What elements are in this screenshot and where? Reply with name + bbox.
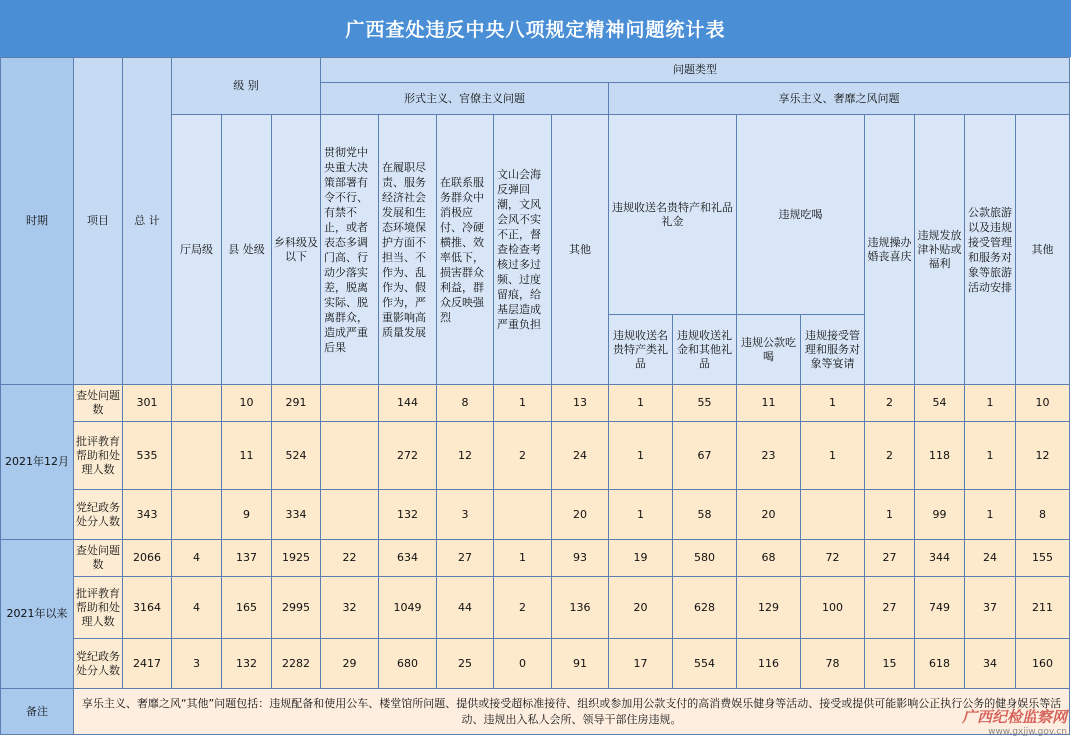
header-gift-1: 违规收送名贵特产类礼品 bbox=[609, 315, 673, 385]
row-item-label: 查处问题数 bbox=[74, 385, 123, 422]
data-cell: 2417 bbox=[123, 639, 172, 689]
data-cell: 54 bbox=[915, 385, 965, 422]
data-cell: 155 bbox=[1016, 540, 1070, 577]
data-cell: 37 bbox=[965, 577, 1016, 639]
data-cell: 3 bbox=[437, 490, 494, 540]
header-formalism-2: 在履职尽责、服务经济社会发展和生态环境保护方面不担当、不作为、乱作为、假作为，严重影响高质量发展 bbox=[379, 115, 437, 385]
data-cell: 3 bbox=[172, 639, 222, 689]
header-formalism-4: 文山会海反弹回潮，文风会风不实不正，督查检查考核过多过频、过度留痕，给基层造成严重负担 bbox=[494, 115, 552, 385]
data-cell: 1925 bbox=[272, 540, 321, 577]
data-cell: 100 bbox=[801, 577, 865, 639]
data-cell: 1 bbox=[965, 385, 1016, 422]
table-row bbox=[1, 577, 1070, 639]
data-cell: 344 bbox=[915, 540, 965, 577]
data-cell: 118 bbox=[915, 422, 965, 490]
data-cell: 343 bbox=[123, 490, 172, 540]
data-cell: 24 bbox=[965, 540, 1016, 577]
header-eat: 违规吃喝 bbox=[737, 115, 865, 315]
data-cell: 34 bbox=[965, 639, 1016, 689]
data-cell: 132 bbox=[379, 490, 437, 540]
data-cell: 211 bbox=[1016, 577, 1070, 639]
data-cell: 2 bbox=[494, 422, 552, 490]
row-item-label: 党纪政务处分人数 bbox=[74, 639, 123, 689]
data-cell: 8 bbox=[1016, 490, 1070, 540]
data-cell bbox=[172, 385, 222, 422]
data-cell: 1 bbox=[801, 422, 865, 490]
data-cell bbox=[321, 490, 379, 540]
watermark-logo-text: 广西纪检监察网 bbox=[961, 708, 1067, 726]
data-cell: 11 bbox=[222, 422, 272, 490]
header-level-xian: 县 处级 bbox=[222, 115, 272, 385]
header-eat-1: 违规公款吃喝 bbox=[737, 315, 801, 385]
data-cell: 524 bbox=[272, 422, 321, 490]
data-cell: 144 bbox=[379, 385, 437, 422]
data-cell bbox=[321, 385, 379, 422]
data-cell: 10 bbox=[222, 385, 272, 422]
data-cell: 12 bbox=[437, 422, 494, 490]
data-cell: 99 bbox=[915, 490, 965, 540]
data-cell: 2066 bbox=[123, 540, 172, 577]
data-cell: 20 bbox=[552, 490, 609, 540]
data-cell: 628 bbox=[673, 577, 737, 639]
header-formalism-other: 其他 bbox=[552, 115, 609, 385]
header-item: 项目 bbox=[74, 58, 123, 385]
data-cell: 301 bbox=[123, 385, 172, 422]
data-cell: 1 bbox=[965, 490, 1016, 540]
header-formalism-1: 贯彻党中央重大决策部署有令不行、有禁不止，或者表态多调门高、行动少落实差，脱离实际、脱离群众，造成严重后果 bbox=[321, 115, 379, 385]
header-hedonism: 享乐主义、奢靡之风问题 bbox=[609, 83, 1070, 115]
table-row bbox=[1, 385, 1070, 422]
statistics-table bbox=[0, 57, 1070, 735]
data-cell: 29 bbox=[321, 639, 379, 689]
data-cell: 291 bbox=[272, 385, 321, 422]
data-cell: 20 bbox=[737, 490, 801, 540]
data-cell: 68 bbox=[737, 540, 801, 577]
data-cell: 20 bbox=[609, 577, 673, 639]
data-cell: 618 bbox=[915, 639, 965, 689]
data-cell: 17 bbox=[609, 639, 673, 689]
data-cell: 9 bbox=[222, 490, 272, 540]
data-cell: 67 bbox=[673, 422, 737, 490]
header-level-xiang: 乡科级及以下 bbox=[272, 115, 321, 385]
data-cell: 78 bbox=[801, 639, 865, 689]
watermark bbox=[962, 706, 1067, 737]
data-cell: 129 bbox=[737, 577, 801, 639]
row-item-label: 批评教育帮助和处理人数 bbox=[74, 577, 123, 639]
row-item-label: 党纪政务处分人数 bbox=[74, 490, 123, 540]
data-cell: 11 bbox=[737, 385, 801, 422]
header-formalism-3: 在联系服务群众中消极应付、冷硬横推、效率低下，损害群众利益，群众反映强烈 bbox=[437, 115, 494, 385]
data-cell: 55 bbox=[673, 385, 737, 422]
data-cell: 1 bbox=[609, 490, 673, 540]
data-cell: 1 bbox=[609, 422, 673, 490]
data-cell: 1 bbox=[801, 385, 865, 422]
data-cell: 19 bbox=[609, 540, 673, 577]
period-label: 2021年12月 bbox=[1, 385, 74, 540]
data-cell: 4 bbox=[172, 540, 222, 577]
data-cell: 23 bbox=[737, 422, 801, 490]
data-cell bbox=[172, 422, 222, 490]
header-eat-2: 违规接受管理和服务对象等宴请 bbox=[801, 315, 865, 385]
header-hedonism-other: 其他 bbox=[1016, 115, 1070, 385]
header-problem-type: 问题类型 bbox=[321, 58, 1070, 83]
table-title: 广西查处违反中央八项规定精神问题统计表 bbox=[0, 0, 1071, 57]
data-cell: 25 bbox=[437, 639, 494, 689]
data-cell: 58 bbox=[673, 490, 737, 540]
header-level-ting: 厅局级 bbox=[172, 115, 222, 385]
data-cell: 136 bbox=[552, 577, 609, 639]
header-gift-2: 违规收送礼金和其他礼品 bbox=[673, 315, 737, 385]
data-cell: 1 bbox=[494, 385, 552, 422]
data-cell: 32 bbox=[321, 577, 379, 639]
data-cell: 272 bbox=[379, 422, 437, 490]
header-period: 时期 bbox=[1, 58, 74, 385]
table-row bbox=[1, 490, 1070, 540]
watermark-url: www.gxjjw.gov.cn bbox=[988, 727, 1067, 737]
header-total: 总 计 bbox=[123, 58, 172, 385]
data-cell bbox=[801, 490, 865, 540]
data-cell: 634 bbox=[379, 540, 437, 577]
data-cell: 8 bbox=[437, 385, 494, 422]
period-label: 2021年以来 bbox=[1, 540, 74, 689]
data-cell: 116 bbox=[737, 639, 801, 689]
header-gift: 违规收送名贵特产和礼品礼金 bbox=[609, 115, 737, 315]
data-cell: 1 bbox=[494, 540, 552, 577]
header-level: 级 别 bbox=[172, 58, 321, 115]
data-cell: 1 bbox=[609, 385, 673, 422]
data-cell: 22 bbox=[321, 540, 379, 577]
data-cell: 12 bbox=[1016, 422, 1070, 490]
header-travel: 公款旅游以及违规接受管理和服务对象等旅游活动安排 bbox=[965, 115, 1016, 385]
data-cell: 535 bbox=[123, 422, 172, 490]
data-cell: 91 bbox=[552, 639, 609, 689]
data-cell: 334 bbox=[272, 490, 321, 540]
data-cell: 44 bbox=[437, 577, 494, 639]
data-cell bbox=[494, 490, 552, 540]
data-cell: 24 bbox=[552, 422, 609, 490]
data-cell: 27 bbox=[437, 540, 494, 577]
data-cell: 2282 bbox=[272, 639, 321, 689]
data-cell: 10 bbox=[1016, 385, 1070, 422]
data-cell: 1049 bbox=[379, 577, 437, 639]
table-row bbox=[1, 540, 1070, 577]
data-cell: 72 bbox=[801, 540, 865, 577]
data-cell: 2995 bbox=[272, 577, 321, 639]
data-cell: 2 bbox=[865, 385, 915, 422]
row-item-label: 查处问题数 bbox=[74, 540, 123, 577]
table-row bbox=[1, 422, 1070, 490]
data-cell: 165 bbox=[222, 577, 272, 639]
data-cell: 137 bbox=[222, 540, 272, 577]
data-cell: 4 bbox=[172, 577, 222, 639]
header-allowance: 违规发放津补贴或福利 bbox=[915, 115, 965, 385]
data-cell bbox=[172, 490, 222, 540]
data-cell: 554 bbox=[673, 639, 737, 689]
data-cell: 2 bbox=[865, 422, 915, 490]
data-cell: 1 bbox=[965, 422, 1016, 490]
data-cell: 93 bbox=[552, 540, 609, 577]
data-cell: 3164 bbox=[123, 577, 172, 639]
data-cell: 132 bbox=[222, 639, 272, 689]
data-cell: 580 bbox=[673, 540, 737, 577]
data-cell: 0 bbox=[494, 639, 552, 689]
header-formalism: 形式主义、官僚主义问题 bbox=[321, 83, 609, 115]
data-cell: 15 bbox=[865, 639, 915, 689]
note-label: 备注 bbox=[1, 689, 74, 735]
note-text: 享乐主义、奢靡之风“其他”问题包括：违规配备和使用公车、楼堂馆所问题、提供或接受超标准接待、组织或参加用公款支付的高消费娱乐健身等活动、接受或提供可能影响公正执行公务的健身娱乐等活动、违规出入私人会所、领导干部住房违规。 bbox=[74, 689, 1070, 735]
data-cell: 2 bbox=[494, 577, 552, 639]
data-cell: 1 bbox=[865, 490, 915, 540]
data-cell bbox=[321, 422, 379, 490]
table-row bbox=[1, 639, 1070, 689]
data-cell: 27 bbox=[865, 577, 915, 639]
data-cell: 13 bbox=[552, 385, 609, 422]
header-wedding: 违规操办婚丧喜庆 bbox=[865, 115, 915, 385]
data-cell: 680 bbox=[379, 639, 437, 689]
data-cell: 160 bbox=[1016, 639, 1070, 689]
data-cell: 27 bbox=[865, 540, 915, 577]
data-cell: 749 bbox=[915, 577, 965, 639]
row-item-label: 批评教育帮助和处理人数 bbox=[74, 422, 123, 490]
